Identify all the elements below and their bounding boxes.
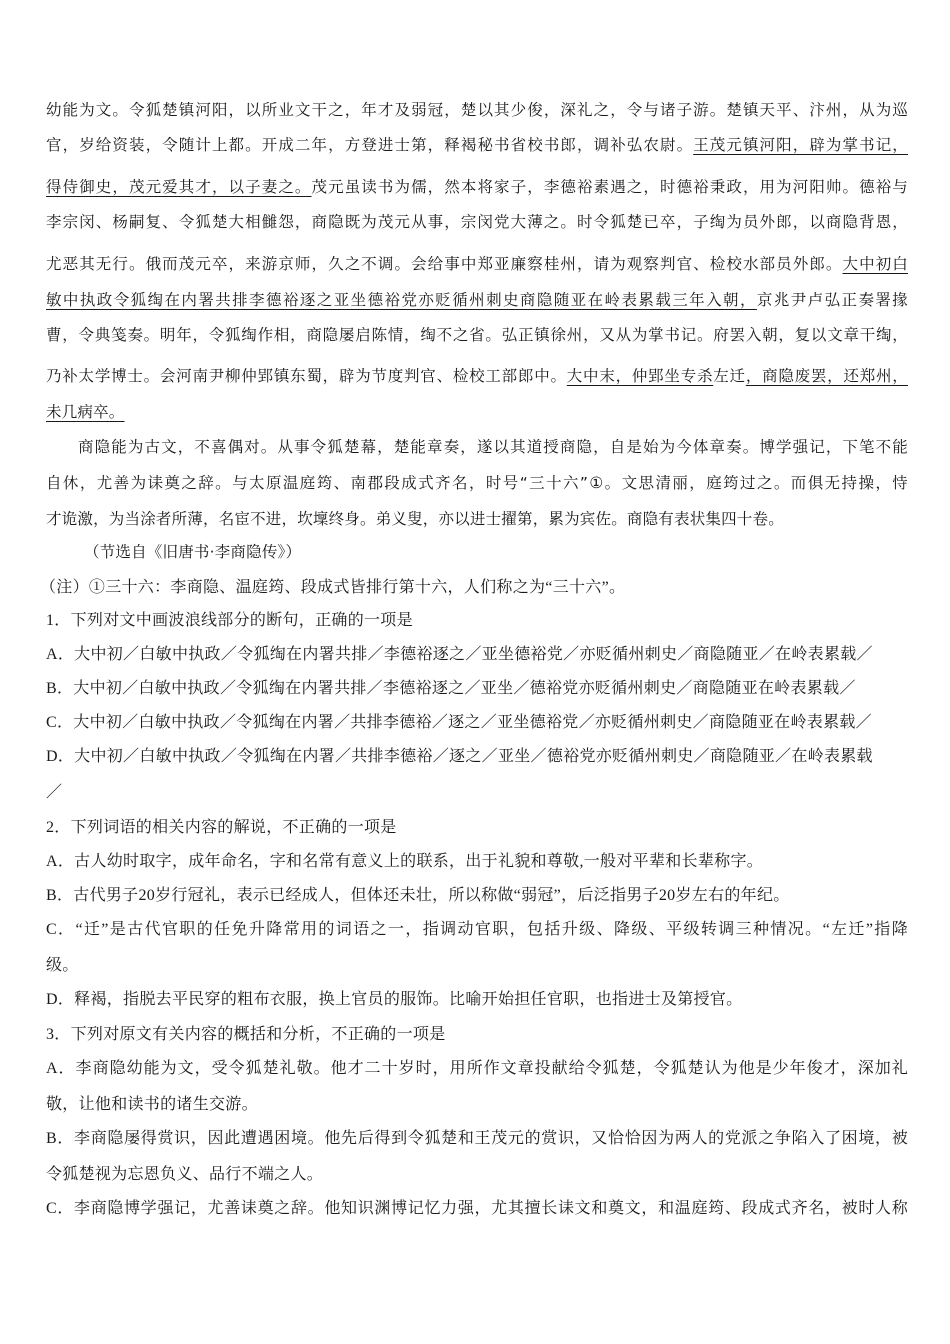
passage-line: 商隐能为古文，不喜偶对。从事令狐楚幕，楚能章奏，遂以其道授商隐，自是始为今体章奏。博学强记，下笔不能 — [78, 438, 908, 456]
passage-line: 自休，尤善为诔奠之辞。与太原温庭筠、南郡段成式齐名，时号“三十六”①。文思清丽，庭筠过之。而俱无持操，恃 — [46, 474, 908, 492]
passage-line — [46, 366, 908, 386]
option-c: C．大中初／白敏中执政／令狐绹在内署／共排李德裕／逐之／亚坐德裕党／亦贬循州刺史／商隐随亚在岭表累载／ — [46, 714, 872, 731]
option-d: D．大中初／白敏中执政／令狐绹在内署／共排李德裕／逐之／亚坐／德裕党亦贬循州刺史／商隐随亚／在岭表累载 — [46, 748, 873, 765]
underlined-text: ，商隐废罢，还郑州， — [745, 367, 908, 385]
option-b: B．大中初／白敏中执政／令狐绹在内署共排／李德裕逐之／亚坐／德裕党亦贬循州刺史／商隐随亚在岭表累载／ — [46, 680, 856, 697]
passage-line: 李宗闵、杨嗣复、令狐楚大相雠怨，商隐既为茂元从事，宗闵党大薄之。时令狐楚已卒，子绹为员外郎，以商隐背恩， — [46, 213, 908, 231]
passage-text: 尤恶其无行。俄而茂元卒，来游京师，久之不调。会给事中郑亚廉察桂州，请为观察判官、检校水部员外郎。 — [46, 255, 843, 273]
question-stem: 1．下列对文中画波浪线部分的断句，正确的一项是 — [46, 612, 413, 629]
passage-line — [46, 177, 908, 197]
option-c: C．李商隐博学强记，尤善诔奠之辞。他知识渊博记忆力强，尤其擅长诔文和奠文，和温庭筠、段成式齐名，被时人称 — [46, 1200, 908, 1217]
question-stem: 2．下列词语的相关内容的解说，不正确的一项是 — [46, 819, 397, 836]
option-d: D．释褐，指脱去平民穿的粗布衣服，换上官员的服饰。比喻开始担任官职，也指进士及第授官。 — [46, 991, 743, 1008]
option-a: A．李商隐幼能为文，受令狐楚礼敬。他才二十岁时，用所作文章投献给令狐楚，令狐楚认为他是少年俊才，深加礼 — [46, 1060, 908, 1077]
option-a: A．大中初／白敏中执政／令狐绹在内署共排／李德裕逐之／亚坐德裕党／亦贬循州刺史／商隐随亚／在岭表累载／ — [46, 646, 873, 663]
passage-text: 茂元虽读书为儒，然本将家子，李德裕素遇之，时德裕秉政，用为河阳帅。德裕与 — [311, 178, 909, 196]
underlined-text: 得侍御史，茂元爱其才，以子妻之。 — [46, 178, 312, 196]
question-stem: 3．下列对原文有关内容的概括和分析，不正确的一项是 — [46, 1026, 446, 1043]
passage-text: 乃补太学博士。会河南尹柳仲郢镇东蜀，辟为节度判官、检校工部郎中。 — [46, 367, 567, 385]
option-b-continuation: 令狐楚视为忘恩负义、品行不端之人。 — [46, 1166, 324, 1183]
option-d-continuation: ／ — [46, 784, 63, 801]
option-a: A．古人幼时取字，成年命名，字和名常有意义上的联系，出于礼貌和尊敬,一般对平辈和长辈称字。 — [46, 853, 764, 870]
option-c: C．“迁”是古代官职的任免升降常用的词语之一，指调动官职，包括升级、降级、平级转调三种情况。“左迁”指降 — [46, 921, 908, 938]
passage-line: 才诡激，为当涂者所薄，名宦不进，坎壈终身。弟义叟，亦以进士擢第，累为宾佐。商隐有表状集四十卷。 — [46, 510, 784, 528]
passage-text: 左迁 — [713, 367, 746, 385]
source-citation: （节选自《旧唐书·李商隐传》） — [84, 543, 302, 561]
passage-line — [46, 135, 908, 155]
option-b: B．李商隐屡得赏识，因此遭遇困境。他先后得到令狐楚和王茂元的赏识，又恰恰因为两人的党派之争陷入了困境，被 — [46, 1130, 908, 1147]
passage-text: 京兆尹卢弘正奏署掾 — [756, 291, 908, 309]
option-c-continuation: 级。 — [46, 957, 79, 974]
option-a-continuation: 敬，让他和读书的诸生交游。 — [46, 1096, 258, 1113]
underlined-text: 未几病卒。 — [46, 403, 125, 421]
passage-text: 官，岁给资装，令随计上都。开成二年，方登进士第，释褐秘书省校书郎，调补弘农尉。 — [46, 136, 694, 154]
passage-line — [46, 254, 908, 274]
wavy-underlined-text: 大中初白 — [842, 255, 908, 273]
passage-line — [46, 402, 908, 422]
underlined-text: 王茂元镇河阳，辟为掌书记， — [693, 136, 908, 154]
option-b: B．古代男子20岁行冠礼，表示已经成人，但体还未壮，所以称做“弱冠”，后泛指男子20岁左右的年纪。 — [46, 887, 790, 904]
underlined-text: 大中末，仲郢坐专杀 — [566, 367, 714, 385]
wavy-underlined-text: 敏中执政令狐绹在内署共排李德裕逐之亚坐德裕党亦贬循州刺史商隐随亚在岭表累载三年入朝， — [46, 291, 757, 309]
footnote: （注）①三十六：李商隐、温庭筠、段成式皆排行第十六，人们称之为“三十六”。 — [40, 579, 626, 596]
passage-line: 曹，令典笺奏。明年，令狐绹作相，商隐屡启陈情，绹不之省。弘正镇徐州，又从为掌书记。府罢入朝，复以文章干绹， — [46, 326, 908, 344]
passage-line: 幼能为文。令狐楚镇河阳，以所业文干之，年才及弱冠，楚以其少俊，深礼之，令与诸子游。楚镇天平、汴州，从为巡 — [46, 101, 908, 119]
passage-line — [46, 290, 908, 310]
